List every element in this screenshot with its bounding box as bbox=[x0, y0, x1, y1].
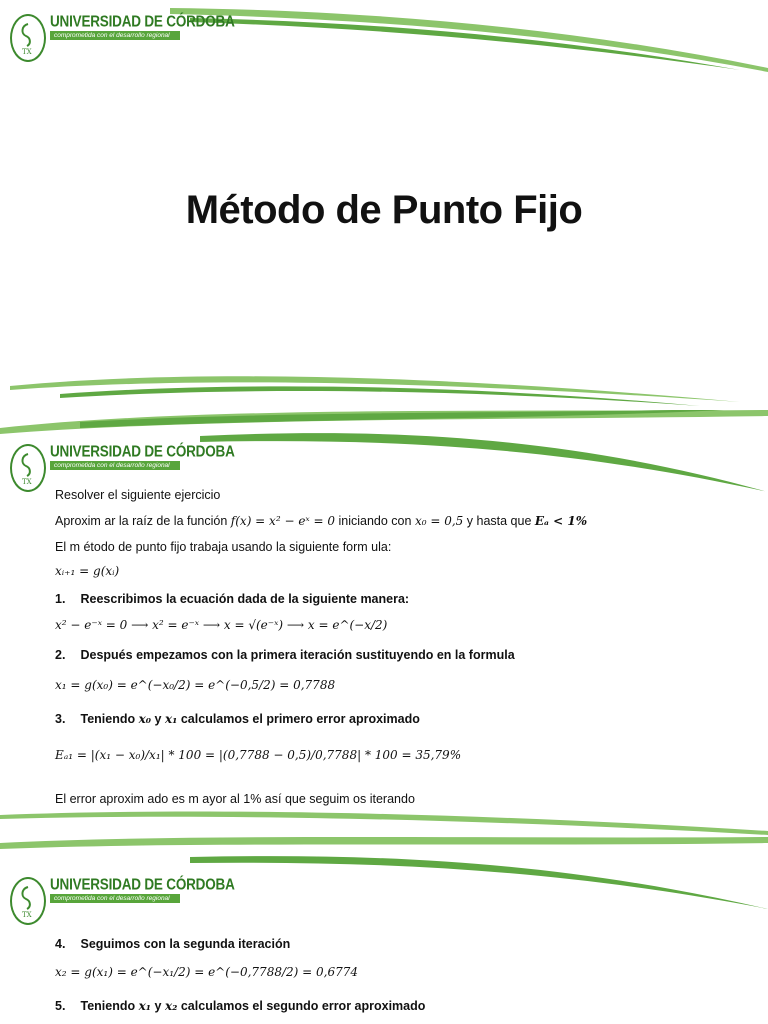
function-formula: f(x) = x² − eˣ = 0 bbox=[230, 514, 335, 528]
university-seal-icon bbox=[10, 877, 46, 925]
step-number: 5. bbox=[55, 999, 66, 1013]
error-conclusion: El error aproxim ado es m ayor al 1% así que seguim os iterando bbox=[55, 792, 415, 806]
method-description: El m étodo de punto fijo trabaja usando la siguiente form ula: bbox=[55, 540, 392, 554]
university-seal-icon bbox=[10, 444, 46, 492]
initial-value: x₀ = 0,5 bbox=[414, 514, 464, 528]
slide-title bbox=[0, 0, 768, 410]
step-1 bbox=[55, 592, 409, 606]
step-text: Teniendo bbox=[80, 999, 136, 1013]
university-seal-icon bbox=[10, 14, 46, 62]
step-2-equation: x₁ = g(x₀) = e^(−x₀/2) = e^(−0,5/2) = 0,7788 bbox=[55, 678, 336, 692]
variable-x1: x₁ bbox=[138, 999, 152, 1013]
step-text: y bbox=[154, 712, 162, 726]
university-name: UNIVERSIDAD DE CÓRDOBA bbox=[50, 875, 235, 894]
university-logo bbox=[10, 877, 235, 925]
university-name: UNIVERSIDAD DE CÓRDOBA bbox=[50, 12, 235, 31]
bottom-swoosh-decoration bbox=[0, 360, 768, 410]
exercise-heading: Resolver el siguiente ejercicio bbox=[55, 488, 221, 502]
stop-criterion: Eₐ < 1% bbox=[534, 514, 588, 528]
page-title: Método de Punto Fijo bbox=[185, 188, 583, 232]
bottom-swoosh-decoration bbox=[0, 805, 768, 835]
step-4 bbox=[55, 937, 290, 951]
exercise-statement bbox=[55, 514, 587, 528]
step-text: Reescribimos la ecuación dada de la siguiente manera: bbox=[80, 592, 410, 606]
step-text: calculamos el segundo error aproximado bbox=[180, 999, 426, 1013]
step-4-equation: x₂ = g(x₁) = e^(−x₁/2) = e^(−0,7788/2) = 0,6774 bbox=[55, 965, 358, 979]
step-5 bbox=[55, 999, 425, 1013]
slide-second-iteration bbox=[0, 835, 768, 1024]
step-text: Teniendo bbox=[80, 712, 136, 726]
variable-x2: x₂ bbox=[164, 999, 178, 1013]
svg-text:ΤΧ: ΤΧ bbox=[22, 478, 32, 486]
university-logo bbox=[10, 14, 235, 62]
statement-text: y hasta que bbox=[466, 514, 532, 528]
step-text: y bbox=[154, 999, 162, 1013]
statement-text: iniciando con bbox=[338, 514, 412, 528]
step-number: 1. bbox=[55, 592, 66, 606]
variable-x1: x₁ bbox=[164, 712, 178, 726]
step-2 bbox=[55, 648, 515, 662]
step-number: 2. bbox=[55, 648, 66, 662]
step-1-equation: x² − e⁻ˣ = 0 ⟶ x² = e⁻ˣ ⟶ x = √(e⁻ˣ) ⟶ x = e^(−x/2) bbox=[55, 618, 388, 632]
step-number: 3. bbox=[55, 712, 66, 726]
svg-text:ΤΧ: ΤΧ bbox=[22, 911, 32, 919]
variable-x0: x₀ bbox=[138, 712, 152, 726]
university-tagline: comprometida con el desarrollo regional bbox=[50, 894, 180, 903]
slide-exercise bbox=[0, 410, 768, 835]
statement-text: Aproxim ar la raíz de la función bbox=[55, 514, 228, 528]
step-text: Después empezamos con la primera iteración sustituyendo en la formula bbox=[80, 648, 515, 662]
university-tagline: comprometida con el desarrollo regional bbox=[50, 31, 180, 40]
step-3-equation: Eₐ₁ = |(x₁ − x₀)/x₁| * 100 = |(0,7788 − 0,5)/0,7788| * 100 = 35,79% bbox=[55, 748, 462, 762]
step-text: Seguimos con la segunda iteración bbox=[80, 937, 291, 951]
step-3 bbox=[55, 712, 420, 726]
university-name: UNIVERSIDAD DE CÓRDOBA bbox=[50, 442, 235, 461]
svg-text:ΤΧ: ΤΧ bbox=[22, 48, 32, 56]
step-number: 4. bbox=[55, 937, 66, 951]
university-logo bbox=[10, 444, 235, 492]
university-tagline: comprometida con el desarrollo regional bbox=[50, 461, 180, 470]
step-text: calculamos el primero error aproximado bbox=[180, 712, 420, 726]
fixed-point-formula: xᵢ₊₁ = g(xᵢ) bbox=[55, 564, 120, 578]
